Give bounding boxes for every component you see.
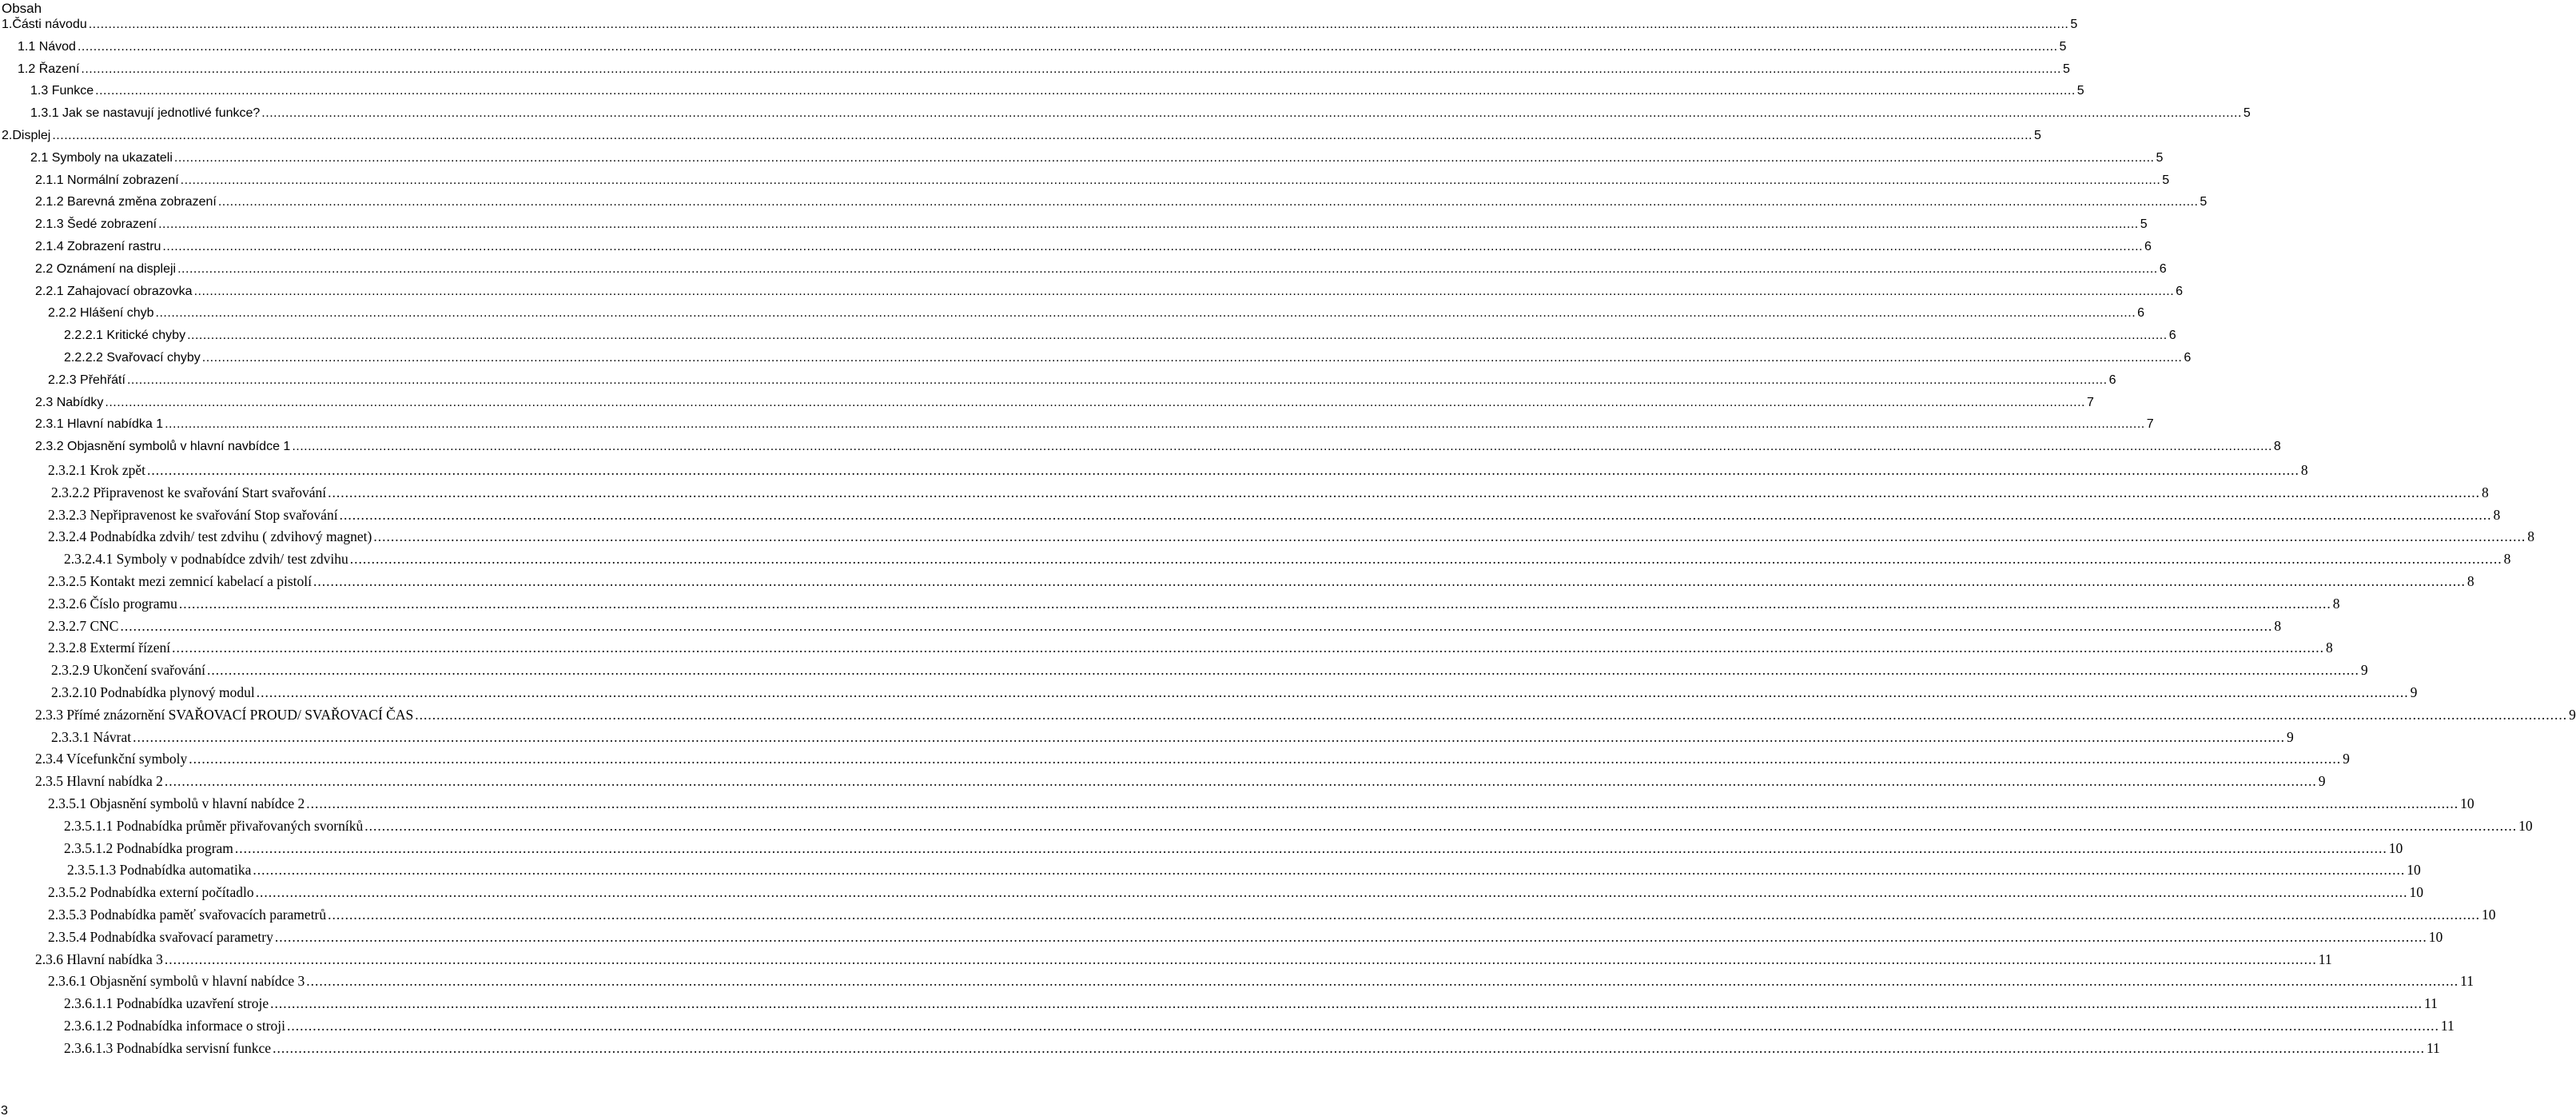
toc-entry-page: 6 (2137, 306, 2145, 321)
toc-entry-page: 5 (2162, 173, 2170, 187)
toc-entry-label: 2.2.2.2 Svařovací chyby (64, 351, 201, 365)
toc-entry[interactable] (48, 306, 2145, 325)
toc-entry-label: 1.3 Funkce (30, 84, 94, 98)
toc-entry-page: 5 (2076, 84, 2084, 98)
toc-entry[interactable] (67, 862, 2421, 881)
toc-entry-label: 2.3.5.1 Objasnění symbolů v hlavní nabídce 2 (48, 795, 305, 811)
toc-entry-label: 2.3.2.3 Nepřipravenost ke svařování Stop svařování (48, 506, 338, 523)
toc-entry[interactable] (51, 484, 2489, 504)
toc-entry-page: 5 (2156, 150, 2164, 165)
toc-leader (89, 18, 2069, 32)
toc-entry-page: 11 (2424, 995, 2438, 1012)
toc-entry[interactable] (48, 907, 2496, 926)
toc-entry[interactable] (30, 106, 2251, 126)
toc-entry-page: 10 (2482, 907, 2496, 923)
toc-entry-page: 9 (2343, 751, 2350, 767)
toc-entry[interactable] (64, 1018, 2455, 1037)
toc-entry[interactable] (51, 728, 2294, 748)
toc-entry-page: 8 (2325, 640, 2333, 656)
toc-leader (273, 1040, 2425, 1057)
toc-entry[interactable] (64, 329, 2176, 348)
toc-entry-page: 10 (2409, 884, 2423, 901)
toc-entry-page: 10 (2460, 795, 2474, 811)
toc-leader (95, 84, 2076, 98)
toc-entry[interactable] (35, 261, 2167, 281)
toc-entry-label: 2.3.2.8 Extermí řízení (48, 640, 171, 656)
toc-entry-label: 1.3.1 Jak se nastavují jednotlivé funkce? (30, 106, 261, 121)
toc-leader (306, 795, 2459, 812)
toc-entry[interactable] (48, 528, 2534, 548)
toc-leader (156, 306, 2136, 321)
toc-entry-label: 2.3.5.3 Podnabídka paměť svařovacích parametrů (48, 907, 327, 923)
toc-leader (202, 351, 2183, 365)
toc-leader (257, 684, 2409, 701)
toc-entry-label: 2.1.1 Normální zobrazení (35, 173, 179, 187)
toc-entry-label: 2.3.2.4.1 Symboly v podnabídce zdvih/ test zdvihu (64, 551, 348, 568)
toc-entry[interactable] (48, 462, 2308, 481)
toc-leader (179, 596, 2331, 612)
toc-leader (194, 285, 2175, 299)
toc-entry[interactable] (35, 195, 2208, 214)
toc-entry[interactable] (48, 928, 2443, 948)
toc-leader (287, 1018, 2439, 1034)
toc-entry-label: 2.3.6.1.2 Podnabídka informace o stroji (64, 1018, 286, 1034)
toc-entry[interactable] (48, 373, 2116, 393)
toc-entry[interactable] (2, 18, 2078, 37)
toc-entry-page: 11 (2440, 1018, 2455, 1034)
toc-leader (162, 240, 2143, 254)
toc-entry-label: 1.Části návodu (2, 18, 87, 31)
toc-entry-label: 2.3.1 Hlavní nabídka 1 (35, 417, 164, 432)
toc-entry[interactable] (64, 995, 2438, 1014)
toc-title: Obsah (2, 1, 42, 16)
toc-entry-label: 2.3.2.6 Číslo programu (48, 595, 177, 612)
toc-leader (235, 840, 2387, 857)
toc-entry-page: 6 (2144, 240, 2152, 253)
toc-leader (350, 551, 2502, 568)
toc-entry-label: 2.2.2 Hlášení chyb (48, 306, 154, 321)
toc-entry-page: 8 (2467, 573, 2474, 589)
toc-entry[interactable] (48, 617, 2282, 637)
toc-entry-label: 2.3.6.1 Objasnění symbolů v hlavní nabídce 3 (48, 973, 305, 990)
toc-entry[interactable] (64, 839, 2403, 859)
toc-entry-page: 8 (2481, 484, 2489, 500)
toc-leader (261, 106, 2242, 121)
toc-entry[interactable] (35, 217, 2148, 237)
toc-leader (81, 62, 2061, 77)
toc-leader (292, 440, 2272, 454)
toc-entry-page: 11 (2460, 973, 2474, 990)
toc-entry-label: 2.3 Nabídky (35, 395, 104, 409)
toc-leader (177, 262, 2158, 277)
toc-entry[interactable] (48, 795, 2474, 815)
toc-entry[interactable] (48, 884, 2423, 903)
toc-entry-label: 2.3.2.1 Krok zpět (48, 462, 145, 478)
toc-leader (181, 173, 2161, 188)
toc-entry-page: 8 (2300, 462, 2308, 478)
toc-entry[interactable] (48, 573, 2474, 592)
toc-leader (174, 151, 2155, 165)
toc-entry-label: 2.3.2.2 Připravenost ke svařování Start svařování (51, 484, 327, 500)
toc-leader (172, 640, 2324, 656)
toc-entry-label: 2.3.6.1.1 Podnabídka uzavření stroje (64, 995, 269, 1012)
toc-entry-page: 11 (2318, 951, 2332, 967)
toc-entry[interactable] (2, 129, 2041, 148)
toc-entry-label: 2.3.6 Hlavní nabídka 3 (35, 951, 163, 967)
toc-leader (158, 217, 2139, 232)
toc-leader (313, 573, 2466, 590)
toc-entry-label: 2.3.5.1.1 Podnabídka průměr přivařovaných svorníků (64, 817, 364, 834)
toc-leader (253, 862, 2405, 879)
toc-entry-page: 6 (2108, 373, 2116, 387)
toc-leader (189, 751, 2341, 767)
toc-entry-page: 8 (2273, 440, 2281, 454)
toc-entry-page: 10 (2407, 862, 2421, 879)
toc-entry-label: 2.3.5 Hlavní nabídka 2 (35, 773, 163, 790)
toc-leader (364, 818, 2517, 835)
toc-entry-page: 5 (2063, 62, 2070, 76)
toc-entry-label: 2.3.3.1 Návrat (51, 728, 132, 745)
toc-entry-label: 2.1.2 Barevná změna zobrazení (35, 195, 217, 209)
toc-entry[interactable] (48, 506, 2501, 526)
toc-entry-label: 2.1.4 Zobrazení rastru (35, 240, 161, 253)
toc-entry-page: 8 (2503, 551, 2511, 568)
toc-leader (165, 773, 2317, 790)
toc-leader (78, 40, 2058, 54)
toc-entry-label: 1.1 Návod (18, 39, 76, 54)
toc-leader (328, 484, 2480, 501)
toc-entry-page: 8 (2493, 506, 2501, 523)
toc-entry[interactable] (64, 1039, 2440, 1059)
toc-leader (187, 329, 2168, 343)
toc-leader (165, 951, 2317, 968)
toc-entry[interactable] (35, 440, 2281, 459)
toc-entry-page: 10 (2518, 817, 2533, 834)
toc-leader (52, 129, 2033, 143)
toc-entry[interactable] (35, 284, 2184, 304)
toc-entry-page: 6 (2159, 261, 2167, 276)
toc-entry-label: 2.3.2 Objasnění symbolů v hlavní navbídce 1 (35, 440, 291, 454)
toc-entry[interactable] (30, 150, 2164, 170)
toc-entry-page: 6 (2168, 329, 2176, 343)
toc-entry-label: 2.3.2.7 CNC (48, 617, 119, 634)
toc-entry-page: 7 (2146, 417, 2154, 432)
toc-entry-page: 5 (2243, 106, 2251, 121)
toc-entry-label: 2.3.5.1.2 Podnabídka program (64, 839, 233, 856)
toc-entry[interactable] (18, 62, 2070, 82)
toc-entry-label: 2.3.5.2 Podnabídka externí počítadlo (48, 884, 254, 901)
toc-leader (328, 907, 2480, 923)
toc-entry[interactable] (48, 973, 2474, 992)
toc-entry-page: 9 (2360, 662, 2368, 679)
toc-entry-label: 2.1 Symboly na ukazateli (30, 150, 173, 165)
toc-leader (165, 417, 2145, 432)
toc-entry[interactable] (64, 817, 2533, 837)
toc-entry-page: 6 (2176, 284, 2184, 298)
page-number: 3 (1, 1104, 8, 1118)
toc-entry-page: 5 (2070, 18, 2078, 31)
toc-entry[interactable] (51, 662, 2368, 681)
toc-entry-page: 9 (2410, 684, 2418, 700)
toc-entry[interactable] (30, 84, 2084, 103)
toc-entry[interactable] (35, 395, 2094, 415)
toc-entry-label: 2.3.6.1.3 Podnabídka servisní funkce (64, 1039, 272, 1056)
toc-entry[interactable] (35, 706, 2576, 726)
toc-entry-page: 6 (2184, 351, 2192, 365)
toc-entry-label: 2.3.3 Přímé znázornění SVAŘOVACÍ PROUD/ SVAŘOVACÍ ČAS (35, 706, 414, 723)
toc-entry[interactable] (51, 684, 2418, 703)
toc-entry[interactable] (35, 751, 2350, 770)
toc-entry-page: 7 (2087, 395, 2094, 409)
toc-leader (270, 995, 2423, 1012)
toc-entry-label: 2.3.5.4 Podnabídka svařovací parametry (48, 928, 273, 945)
toc-entry-label: 2.2.1 Zahajovací obrazovka (35, 284, 193, 298)
toc-entry-label: 2.3.2.5 Kontakt mezi zemnicí kabelací a pistolí (48, 573, 312, 589)
toc-leader (256, 884, 2408, 901)
toc-entry[interactable] (64, 351, 2192, 370)
toc-entry-label: 2.3.2.4 Podnabídka zdvih/ test zdvihu ( zdvihový magnet) (48, 528, 372, 545)
toc-entry-page: 9 (2287, 728, 2294, 745)
toc-entry-label: 2.3.5.1.3 Podnabídka automatika (67, 862, 252, 879)
toc-entry[interactable] (18, 39, 2067, 59)
toc-entry-label: 1.2 Řazení (18, 62, 80, 76)
toc-leader (218, 195, 2199, 209)
toc-leader (207, 662, 2359, 679)
toc-leader (120, 618, 2272, 635)
toc-entry-page: 5 (2059, 39, 2067, 54)
toc-entry-label: 2.3.4 Vícefunkční symboly (35, 751, 188, 767)
toc-leader (105, 396, 2085, 410)
toc-entry[interactable] (35, 173, 2170, 193)
toc-entry-label: 2.3.2.10 Podnabídka plynový modul (51, 684, 255, 700)
toc-entry-page: 8 (2332, 595, 2340, 612)
toc-entry-page: 8 (2274, 617, 2282, 634)
toc-leader (373, 528, 2526, 545)
toc-entry-label: 2.3.2.9 Ukončení svařování (51, 662, 205, 679)
toc-entry-page: 10 (2388, 839, 2403, 856)
toc-leader (133, 729, 2285, 746)
toc-entry[interactable] (35, 951, 2332, 971)
toc-leader (127, 373, 2108, 388)
toc-entry[interactable] (35, 417, 2154, 436)
toc-entry-page: 8 (2527, 528, 2534, 545)
toc-entry[interactable] (35, 773, 2326, 792)
toc-entry-label: 2.1.3 Šedé zobrazení (35, 217, 157, 232)
toc-entry[interactable] (48, 595, 2340, 615)
toc-leader (340, 507, 2492, 524)
toc-entry-page: 5 (2140, 217, 2148, 232)
toc-entry-label: 2.2.2.1 Kritické chyby (64, 329, 186, 343)
toc-leader (275, 929, 2427, 946)
toc-entry[interactable] (48, 640, 2333, 659)
toc-entry-label: 2.Displej (2, 129, 51, 142)
toc-entry-page: 5 (2200, 195, 2208, 209)
toc-entry-page: 9 (2569, 706, 2576, 723)
toc-entry[interactable] (35, 240, 2152, 259)
toc-leader (415, 707, 2567, 723)
toc-entry-page: 10 (2428, 928, 2443, 945)
toc-entry-label: 2.2 Oznámení na displeji (35, 261, 177, 276)
toc-entry[interactable] (64, 551, 2511, 570)
toc-leader (306, 973, 2459, 990)
toc-entry-page: 9 (2318, 773, 2326, 790)
toc-leader (147, 462, 2299, 479)
toc-entry-label: 2.2.3 Přehřátí (48, 373, 125, 387)
toc-entry-page: 5 (2033, 129, 2041, 142)
toc-entry-page: 11 (2426, 1039, 2440, 1056)
